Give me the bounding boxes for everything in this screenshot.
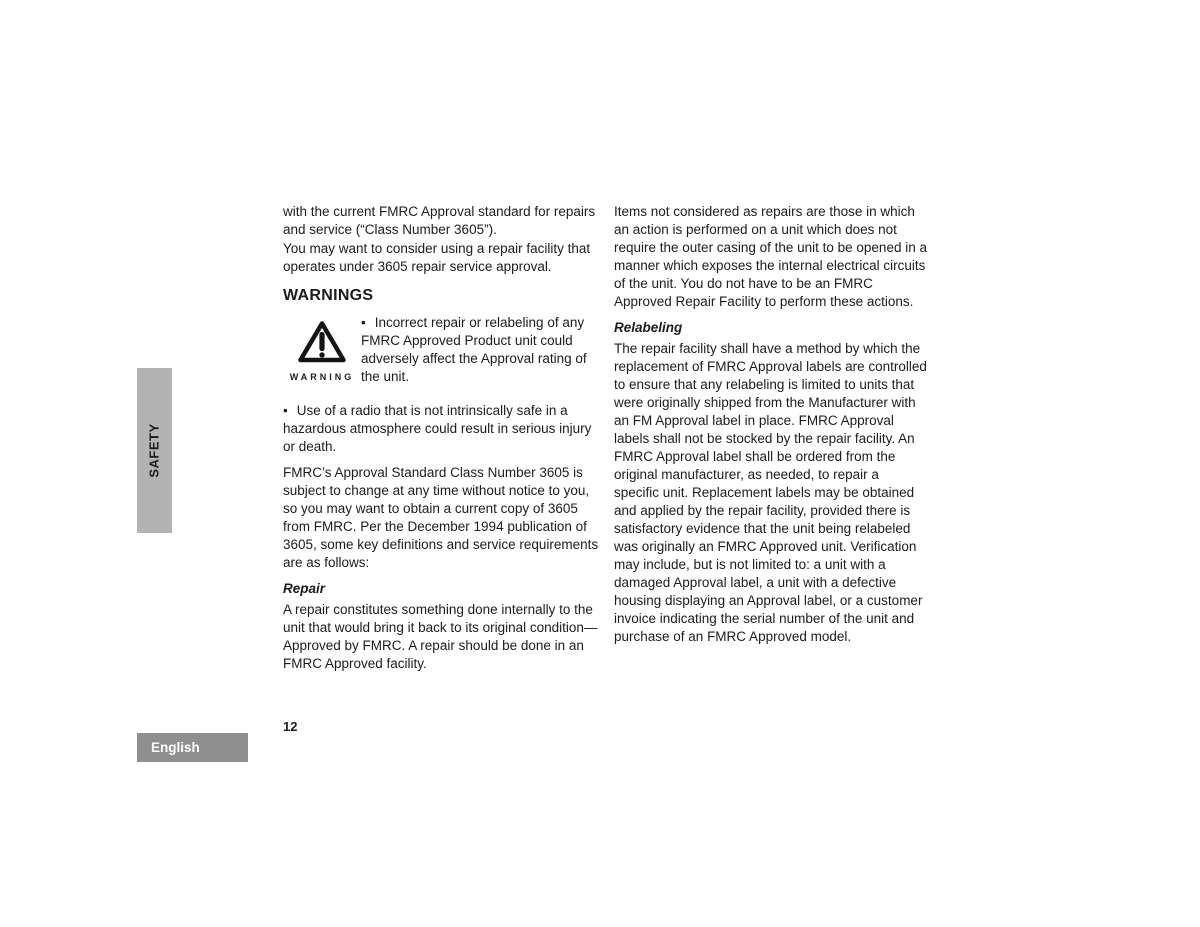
bullet-marker: • (283, 403, 288, 418)
repair-heading: Repair (283, 581, 326, 596)
intro-paragraph-2: You may want to consider using a repair facility that operates under 3605 repair service approval. (283, 241, 591, 274)
warning-bullet-1 (361, 314, 599, 386)
warnings-heading: WARNINGS (283, 287, 374, 304)
page-number: 12 (283, 719, 298, 734)
repair-paragraph: A repair constitutes something done internally to the unit that would bring it back to its original condition—Approved by FMRC. A repair should be done in an FMRC Approved facility. (283, 602, 598, 671)
fmrc-paragraph: FMRC’s Approval Standard Class Number 3605 is subject to change at any time without notice to you, so you may want to obtain a current copy of 3605 from FMRC. Per the December 1994 publication of 3605, some key definitions and service requirements are as follows: (283, 465, 599, 570)
relabeling-paragraph: The repair facility shall have a method by which the replacement of FMRC Approval labels are controlled to ensure that any relabeling is limited to units that were originally shipped from the Manufacturer with an FM Approval label in place. FMRC Approval labels shall not be stocked by the repair facility. An FMRC Approval label shall be ordered from the original manufacturer, as needed, to repair a specific unit. Replacement labels may be obtained and applied by the repair facility, provided there is satisfactory evidence that the unit being relabeled was originally an FMRC Approved unit. Verification may include, but is not limited to: a unit with a damaged Approval label, a unit with a defective housing displaying an Approval label, or a customer invoice indicating the serial number of the unit and purchase of an FMRC Approved model. (614, 341, 927, 644)
left-column (283, 203, 599, 681)
warning-caption: WARNING (289, 372, 355, 382)
bullet-marker: • (361, 315, 366, 330)
warning-bullet-2-text: Use of a radio that is not intrinsically safe in a hazardous atmosphere could result in serious injury or death. (283, 403, 592, 454)
relabeling-heading: Relabeling (614, 320, 683, 335)
items-paragraph: Items not considered as repairs are those in which an action is performed on a unit which does not require the outer casing of the unit to be opened in a manner which exposes the internal electrical circuits of the unit. You do not have to be an FMRC Approved Repair Facility to perform these actions. (614, 204, 927, 309)
warning-triangle-icon (283, 314, 361, 386)
intro-paragraph-1: with the current FMRC Approval standard for repairs and service (“Class Number 3605”). (283, 204, 596, 237)
language-footer-tab (137, 733, 248, 762)
warning-bullet-2 (283, 402, 599, 456)
warning-block (283, 314, 599, 394)
language-label: English (151, 740, 200, 755)
right-column (614, 203, 927, 654)
warning-bullet-1-text: Incorrect repair or relabeling of any FMRC Approved Product unit could adversely affect the Approval rating of the unit. (361, 315, 587, 384)
safety-side-tab (137, 368, 172, 533)
safety-tab-label: SAFETY (147, 423, 163, 478)
